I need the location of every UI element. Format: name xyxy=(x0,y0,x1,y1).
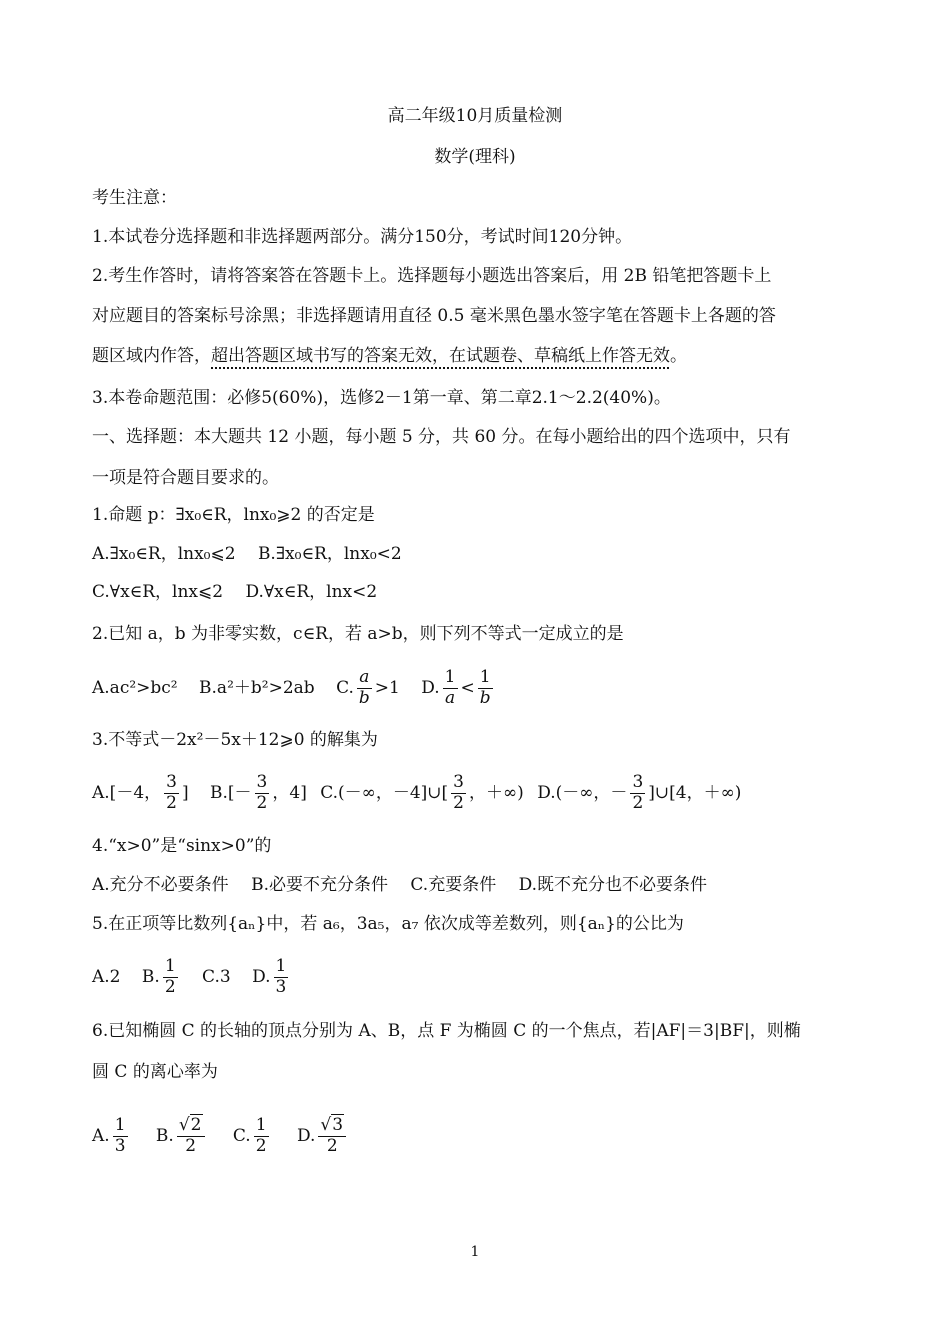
fraction: $\frac{1}{3}$ xyxy=(275,956,287,997)
q5-options xyxy=(92,952,291,1002)
notice-item-1: 1.本试卷分选择题和非选择题两部分。满分150分，考试时间120分钟。 xyxy=(92,227,633,247)
notice-item-3: 3.本卷命题范围：必修5(60%)，选修2－1第一章、第二章2.1～2.2(40%)。 xyxy=(92,388,671,408)
section-1-intro-line-1: 一、选择题：本大题共 12 小题，每小题 5 分，共 60 分。在每小题给出的四个选项中，只有 xyxy=(92,427,791,447)
fraction: $\frac{3}{2}$ xyxy=(453,772,464,813)
notice-item-2-line-3 xyxy=(92,344,687,368)
square-root: √2 xyxy=(178,1115,202,1136)
fraction: $\frac{a}{b}$ xyxy=(358,667,370,708)
fraction: $\frac{1}{2}$ xyxy=(164,956,176,997)
fraction: $\frac{1}{3}$ xyxy=(114,1115,126,1156)
page-number: 1 xyxy=(470,1244,480,1260)
q3-option-a: A.[－4， $\frac{3}{2}$ ] xyxy=(92,772,189,813)
q3-stem: 3.不等式－2x²－5x＋12⩾0 的解集为 xyxy=(92,730,378,750)
square-root: √3 xyxy=(320,1115,344,1136)
fraction: $\frac{1}{a}$ xyxy=(444,667,456,708)
fraction: $\frac{1}{2}$ xyxy=(255,1115,267,1156)
q1-stem: 1.命题 p：∃x₀∈R，lnx₀⩾2 的否定是 xyxy=(92,505,375,525)
q1-options-cd: C.∀x∈R，lnx⩽2 D.∀x∈R，lnx<2 xyxy=(92,582,378,602)
q1-options-ab: A.∃x₀∈R，lnx₀⩽2 B.∃x₀∈R，lnx₀<2 xyxy=(92,544,402,564)
q3-option-c: C.(－∞，－4]∪[ $\frac{3}{2}$ ，＋∞) xyxy=(320,772,524,813)
fraction: $\frac{3}{2}$ xyxy=(632,772,644,813)
q6-options xyxy=(92,1108,349,1164)
notice-plain-text: 题区域内作答， xyxy=(92,346,211,366)
q6-option-b: B. $\frac{√2}{2}$ xyxy=(156,1126,208,1146)
fraction: $\frac{3}{2}$ xyxy=(166,772,177,813)
q5-option-b: B. $\frac{1}{2}$ xyxy=(141,956,176,997)
q6-option-a: A. $\frac{1}{3}$ xyxy=(92,1115,126,1156)
q2-option-d: D. $\frac{1}{a}$ < $\frac{1}{b}$ xyxy=(421,667,491,708)
fraction: $\frac{√2}{2}$ xyxy=(177,1116,205,1156)
q6-stem-line-2: 圆 C 的离心率为 xyxy=(92,1062,218,1082)
q2-option-a: A.ac²>bc² xyxy=(92,678,178,698)
notice-emphasis-text: 超出答题区域书写的答案无效，在试题卷、草稿纸上作答无效 xyxy=(211,346,670,366)
section-1-intro-line-2: 一项是符合题目要求的。 xyxy=(92,468,279,488)
q6-stem-line-1: 6.已知椭圆 C 的长轴的顶点分别为 A、B，点 F 为椭圆 C 的一个焦点，若|AF|＝3|BF|，则椭 xyxy=(92,1021,801,1041)
q5-option-c: C.3 xyxy=(202,967,231,987)
q2-options xyxy=(92,664,496,712)
q2-option-b: B.a²＋b²>2ab xyxy=(199,678,315,698)
q3-options xyxy=(92,768,741,818)
exam-subtitle: 数学(理科) xyxy=(434,147,516,167)
fraction: $\frac{√3}{2}$ xyxy=(318,1116,346,1156)
q3-option-b: B.[－ $\frac{3}{2}$ ，4] xyxy=(210,772,307,813)
fraction: $\frac{1}{b}$ xyxy=(479,667,491,708)
notice-heading: 考生注意： xyxy=(92,188,177,208)
fraction: $\frac{3}{2}$ xyxy=(256,772,268,813)
q5-option-a: A.2 xyxy=(92,967,121,987)
q2-stem: 2.已知 a，b 为非零实数，c∈R，若 a>b，则下列不等式一定成立的是 xyxy=(92,624,624,644)
notice-item-2-line-2: 对应题目的答案标号涂黑；非选择题请用直径 0.5 毫米黑色墨水签字笔在答题卡上各题的答 xyxy=(92,306,776,326)
q2-option-c: C. $\frac{a}{b}$ >1 xyxy=(336,667,400,708)
exam-title: 高二年级10月质量检测 xyxy=(387,106,563,126)
q6-option-c: C. $\frac{1}{2}$ xyxy=(232,1115,267,1156)
notice-item-2-line-1: 2.考生作答时，请将答案答在答题卡上。选择题每小题选出答案后，用 2B 铅笔把答题卡上 xyxy=(92,266,772,286)
q4-stem: 4.“x>0”是“sinx>0”的 xyxy=(92,836,272,856)
q4-options: A.充分不必要条件 B.必要不充分条件 C.充要条件 D.既不充分也不必要条件 xyxy=(92,875,708,895)
q5-option-d: D. $\frac{1}{3}$ xyxy=(252,956,287,997)
q6-option-d: D. $\frac{√3}{2}$ xyxy=(297,1126,349,1146)
q5-stem: 5.在正项等比数列{aₙ}中，若 a₆，3a₅，a₇ 依次成等差数列，则{aₙ}的公比为 xyxy=(92,914,684,934)
notice-end-mark: 。 xyxy=(670,346,687,366)
q3-option-d: D.(－∞，－ $\frac{3}{2}$ ]∪[4，＋∞) xyxy=(537,772,742,813)
